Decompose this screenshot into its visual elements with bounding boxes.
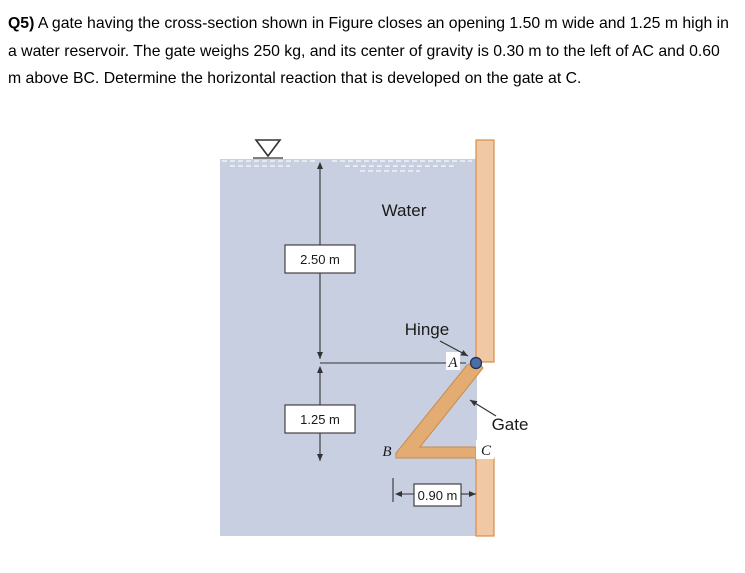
- depth-dim-label: 2.50 m: [300, 252, 340, 267]
- hinge-label: Hinge: [404, 320, 450, 339]
- gate-label: Gate: [491, 415, 529, 434]
- width-dim-label: 0.90 m: [417, 488, 458, 503]
- question-number: Q5): [8, 15, 35, 32]
- wall-upper: [476, 140, 494, 362]
- point-a-label: A: [448, 355, 458, 371]
- free-surface-symbol: [256, 140, 280, 156]
- wall-lower: [476, 458, 494, 536]
- question-body: A gate having the cross-section shown in Figure closes an opening 1.50 m wide and 1.25 m high in a water reservoir. The gate weighs 250 kg, and its center of gravity is 0.30 m to the left of AC and 0.60 m above BC. Determine the horizontal reaction that is developed on the gate at C.: [8, 15, 729, 87]
- point-b-label: B: [382, 444, 392, 460]
- hinge-pin: [471, 358, 482, 369]
- opening-dim-label: 1.25 m: [300, 412, 340, 427]
- water-label: Water: [381, 201, 427, 220]
- water-region: [220, 159, 477, 536]
- point-c-label: C: [480, 443, 492, 459]
